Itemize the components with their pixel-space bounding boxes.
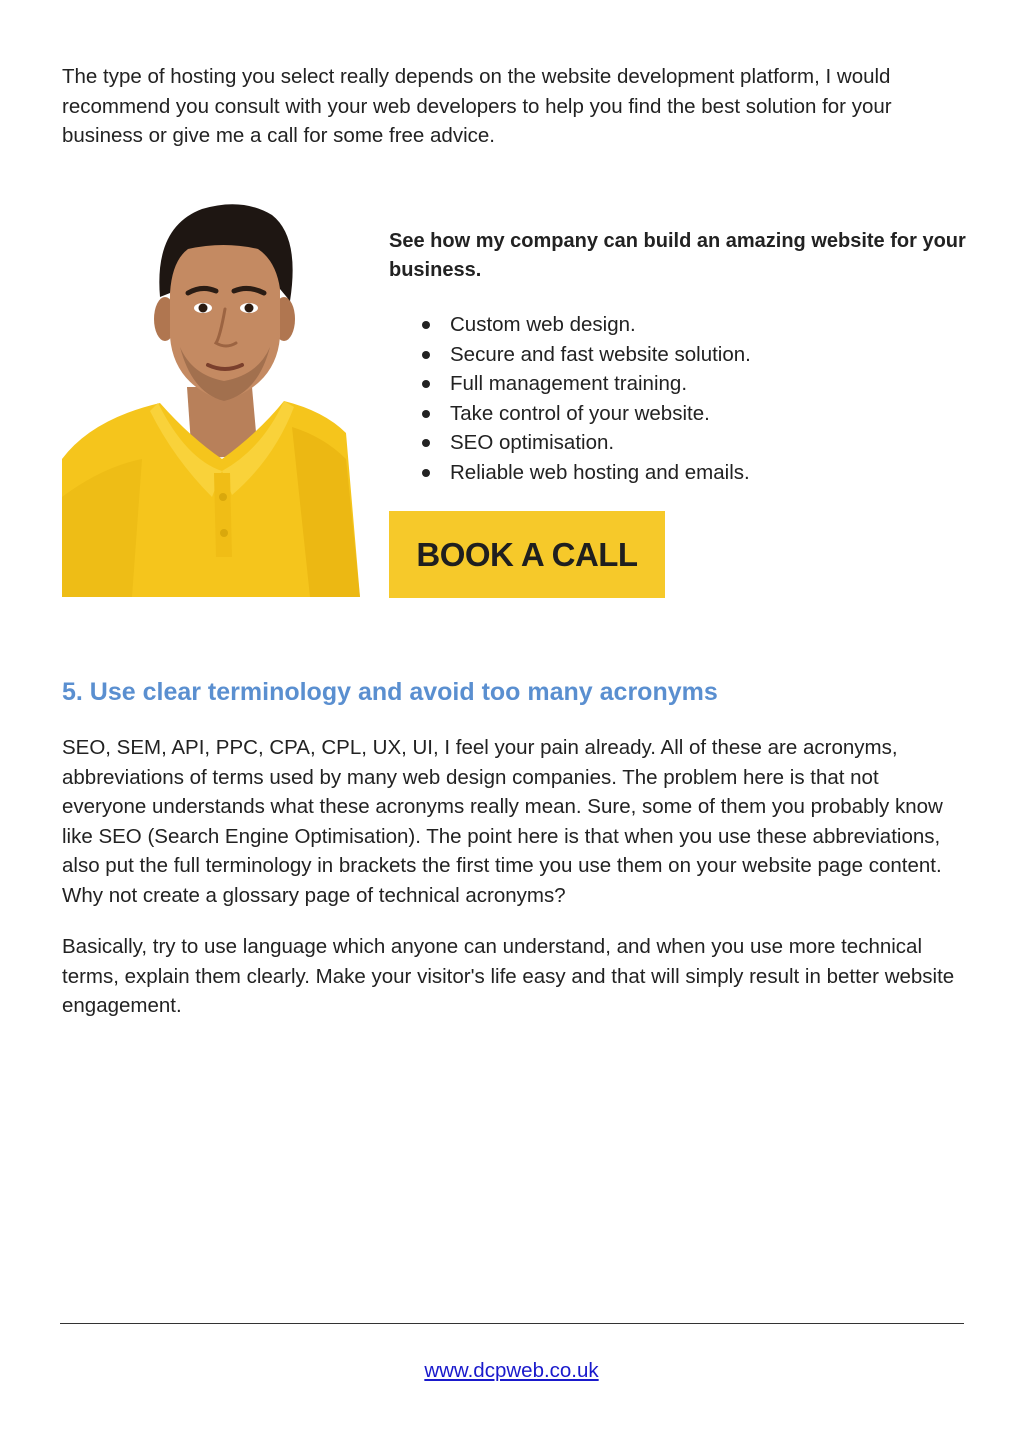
- bullet-icon: [422, 469, 430, 477]
- list-item-text: Reliable web hosting and emails.: [450, 460, 750, 484]
- body-paragraph: SEO, SEM, API, PPC, CPA, CPL, UX, UI, I feel your pain already. All of these are acronyms, abbreviations of terms used by many web design companies. The problem here is that not everyone understands what these acronyms really mean. Sure, some of them you probably know like SEO (Search Engine Optimisation). The point here is that when you use these abbreviations, also put the full terminology in brackets the first time you use them on your website page content. Why not create a glossary page of technical acronyms?: [62, 736, 943, 907]
- footer: [0, 1356, 1023, 1386]
- intro-paragraph: The type of hosting you select really depends on the website development platform, I would recommend you consult with your web developers to help you find the best solution for your business or give me a call for some free advice.: [62, 65, 892, 147]
- footer-divider: [60, 1323, 964, 1324]
- body-paragraph: Basically, try to use language which anyone can understand, and when you use more technical terms, explain them clearly. Make your visitor's life easy and that will simply result in better website engagement.: [62, 935, 955, 1017]
- section-heading: 5. Use clear terminology and avoid too many acronyms: [62, 678, 718, 706]
- list-item: [389, 340, 949, 370]
- list-item: [389, 458, 949, 488]
- book-a-call-label: BOOK A CALL: [416, 535, 638, 573]
- list-item: [389, 399, 949, 429]
- bullet-icon: [422, 351, 430, 359]
- list-item-text: SEO optimisation.: [450, 431, 615, 455]
- promo-heading: See how my company can build an amazing website for your business.: [389, 230, 966, 281]
- list-item-text: Take control of your website.: [450, 401, 710, 425]
- list-item: [389, 428, 949, 458]
- feature-list: [389, 310, 949, 488]
- bullet-icon: [422, 439, 430, 447]
- list-item: [389, 369, 949, 399]
- list-item-text: Custom web design.: [450, 313, 636, 336]
- bullet-icon: [422, 410, 430, 418]
- list-item: [389, 310, 949, 340]
- author-photo: [62, 197, 360, 597]
- list-item-text: Full management training.: [450, 372, 688, 396]
- bullet-icon: [422, 380, 430, 388]
- bullet-icon: [422, 321, 430, 329]
- list-item-text: Secure and fast website solution.: [450, 342, 751, 366]
- book-a-call-button[interactable]: [389, 511, 665, 598]
- website-link[interactable]: www.dcpweb.co.uk: [424, 1359, 599, 1382]
